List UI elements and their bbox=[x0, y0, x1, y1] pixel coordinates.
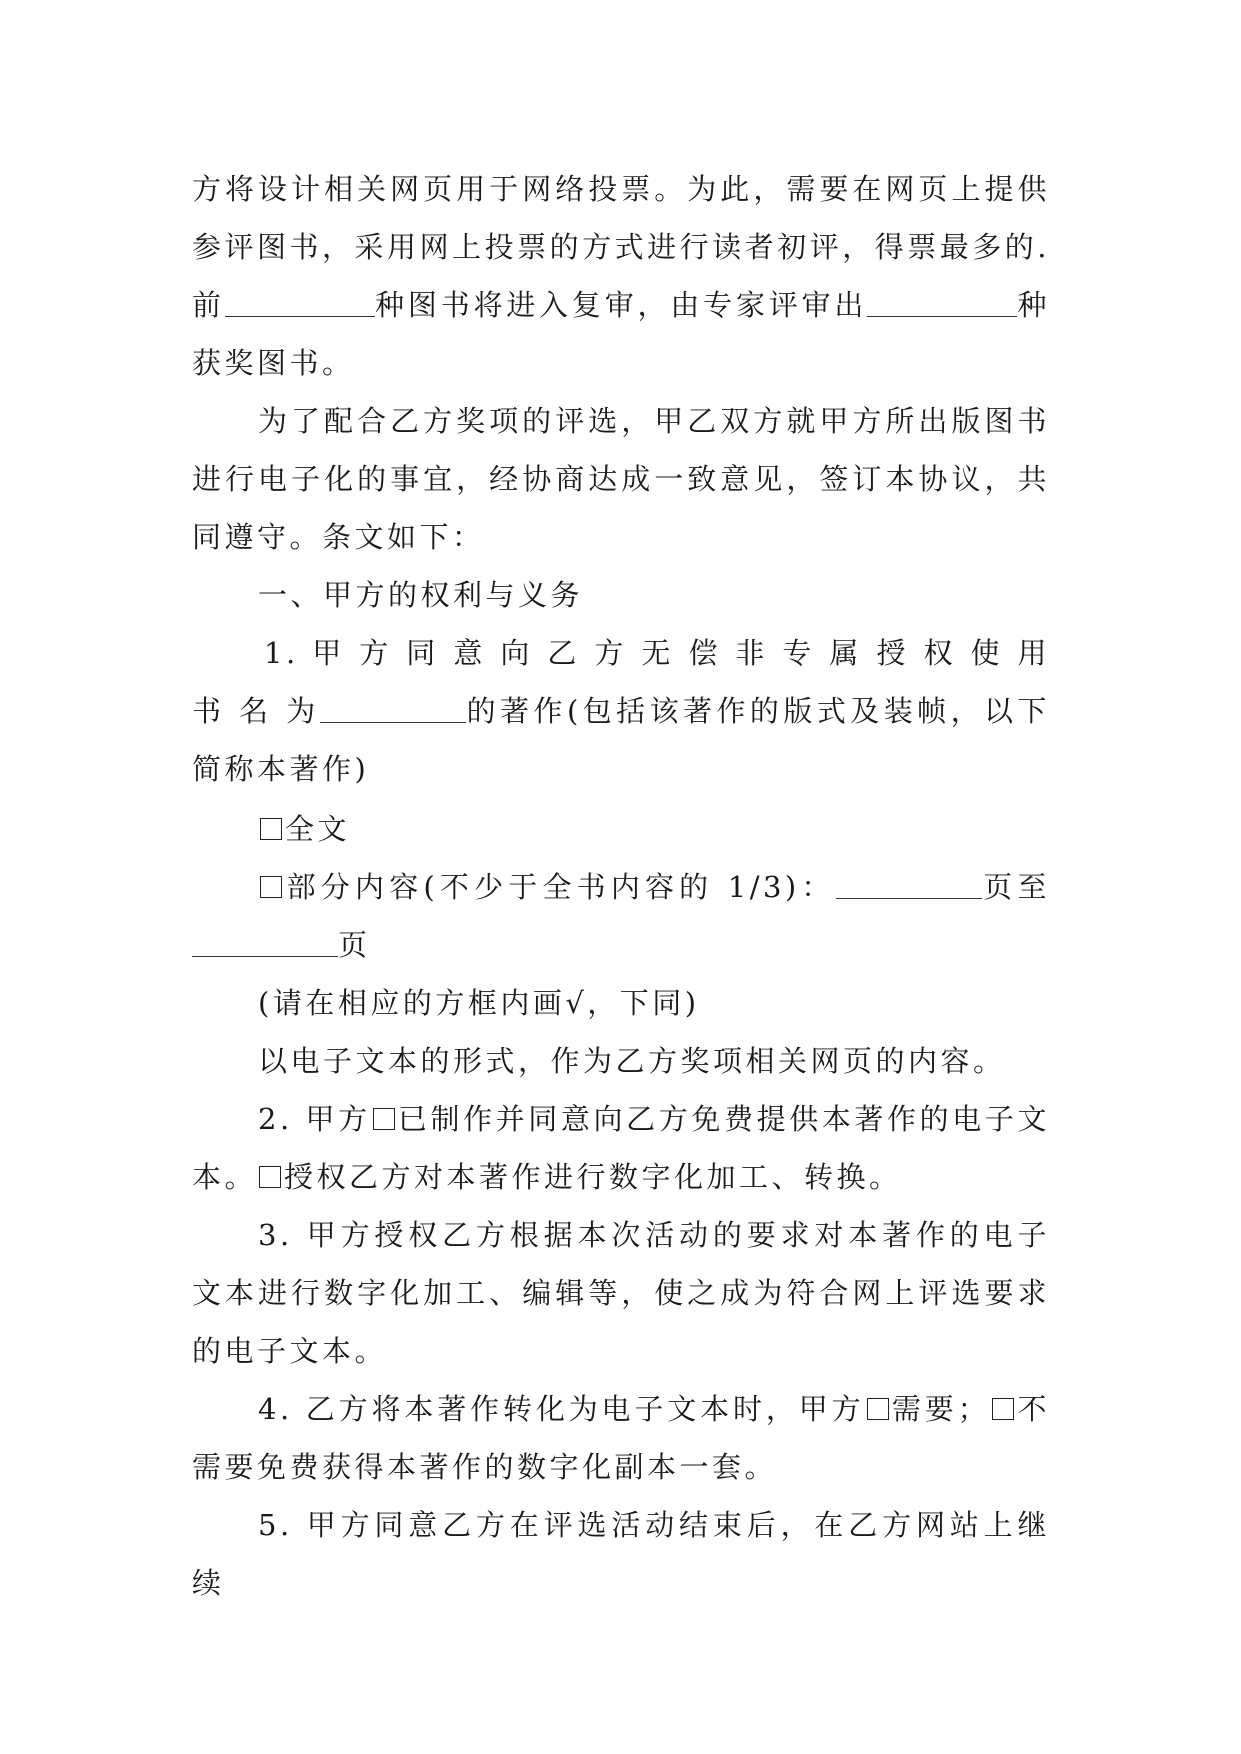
fill-blank-end-page[interactable] bbox=[192, 926, 338, 957]
checkbox[interactable] bbox=[260, 818, 282, 840]
paragraph-text: 方将设计相关网页用于网络投票。为此，需要在网页上提供 bbox=[192, 172, 1050, 206]
clause-text: 授权乙方对本著作进行数字化加工、转换。 bbox=[284, 1160, 902, 1194]
clause-4 bbox=[192, 1380, 1050, 1496]
clause-text: 不需要免费获得本著作的数字化副本一套。 bbox=[192, 1392, 1050, 1484]
clause-5: 5. 甲方同意乙方在评选活动结束后，在乙方网站上继续 bbox=[192, 1508, 1050, 1600]
paragraph-text: 种 bbox=[1017, 288, 1050, 322]
checkbox[interactable] bbox=[992, 1398, 1014, 1420]
option-label: 部分内容(不少于全书内容的 1/3)： bbox=[285, 870, 836, 904]
paragraph-text: 获奖图书。 bbox=[192, 346, 355, 380]
option-partial bbox=[192, 858, 1050, 974]
clause-text: 4. 乙方将本著作转化为电子文本时，甲方 bbox=[258, 1392, 865, 1426]
option-full-text bbox=[192, 800, 1050, 858]
document-body bbox=[192, 160, 1050, 1612]
paragraph-electronic: 以电子文本的形式，作为乙方奖项相关网页的内容。 bbox=[258, 1044, 1006, 1078]
clause-text: 需要； bbox=[891, 1392, 991, 1426]
clause-text: 2. 甲方 bbox=[258, 1102, 371, 1136]
clause-text: 1. 甲 方 同 意 向 乙 方 无 偿 非 专 属 授 权 使 用 书 名 为 bbox=[192, 636, 1050, 728]
checkbox[interactable] bbox=[867, 1398, 889, 1420]
clause-3: 3. 甲方授权乙方根据本次活动的要求对本著作的电子文本进行数字化加工、编辑等，使之成为符合网上评选要求的电子文本。 bbox=[192, 1218, 1050, 1368]
clause-text: 的著作(包括该著作的版式及装帧，以下简称本著作) bbox=[192, 694, 1050, 786]
paragraph-text: 前 bbox=[192, 288, 225, 322]
checkbox[interactable] bbox=[260, 876, 282, 898]
paragraph-text: 参评图书，采用网上投票的方式进行读者初评，得票最多的. bbox=[192, 230, 1050, 264]
clause-text: 已制作并同意向乙方免费提供本著作的电子文本。 bbox=[192, 1102, 1050, 1194]
option-label: 页 bbox=[338, 928, 371, 962]
fill-blank[interactable] bbox=[867, 286, 1017, 317]
option-label: 页至 bbox=[981, 870, 1050, 904]
checkbox[interactable] bbox=[259, 1166, 281, 1188]
fill-blank[interactable] bbox=[225, 286, 375, 317]
paragraph-voting bbox=[192, 160, 1050, 392]
paragraph-text: 种图书将进入复审，由专家评审出 bbox=[374, 288, 868, 322]
paragraph-agreement: 为了配合乙方奖项的评选，甲乙双方就甲方所出版图书进行电子化的事宜，经协商达成一致意见，签订本协议，共同遵守。条文如下： bbox=[192, 404, 1050, 554]
clause-2 bbox=[192, 1090, 1050, 1206]
instruction-note: (请在相应的方框内画√，下同) bbox=[258, 986, 700, 1020]
checkbox[interactable] bbox=[373, 1108, 395, 1130]
option-label: 全文 bbox=[285, 812, 351, 846]
fill-blank-book-title[interactable] bbox=[320, 692, 466, 723]
section-heading: 一、甲方的权利与义务 bbox=[258, 578, 584, 612]
fill-blank-start-page[interactable] bbox=[836, 868, 982, 899]
clause-1 bbox=[192, 624, 1050, 798]
